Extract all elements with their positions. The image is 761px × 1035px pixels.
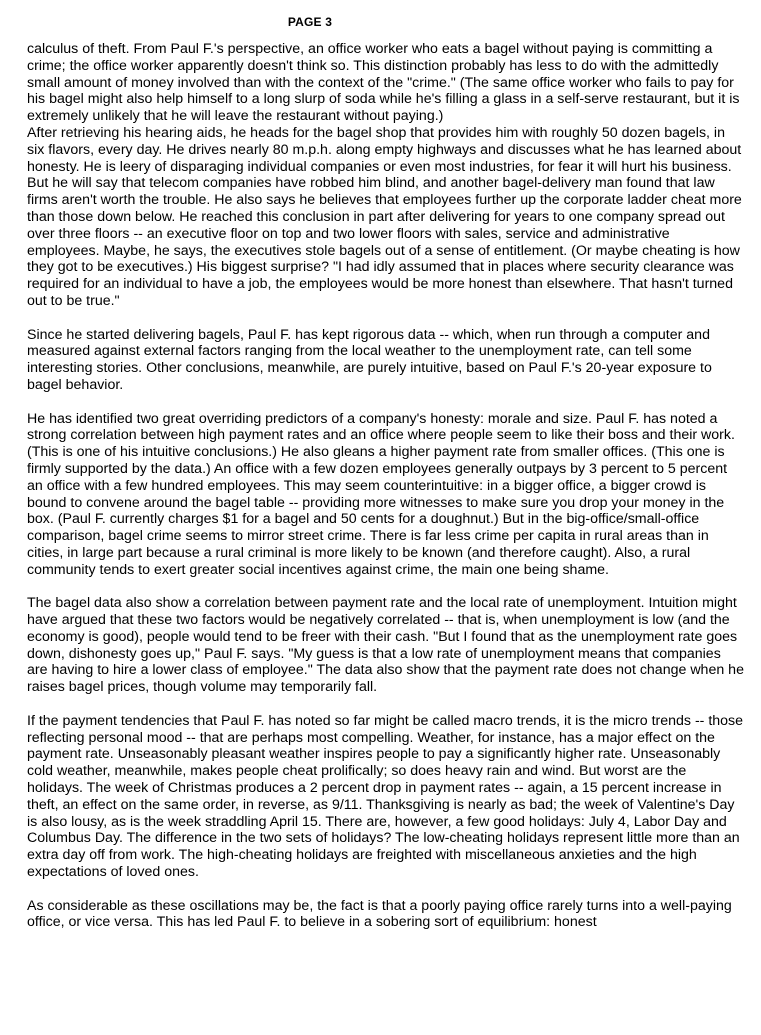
paragraph-equilibrium: As considerable as these oscillations may be, the fact is that a poorly paying office rarely turns into a well-paying office, or vice versa. This has led Paul F. to believe in a sobering sort of equilibrium: honest bbox=[27, 897, 732, 931]
paragraph-spacer bbox=[27, 394, 745, 411]
paragraph-spacer bbox=[27, 310, 745, 327]
paragraph-morale-and-size: He has identified two great overriding predictors of a company's honesty: morale and size. Paul F. has noted a strong correlation between high payment rates and an office where people seem to like their boss and their work. (This is one of his intuitive conclusions.) He also gleans a higher payment rate from smaller offices. (This one is firmly supported by the data.) An office with a few dozen employees generally outpays by 3 percent to 5 percent an office with a few hundred employees. This may seem counterintuitive: in a bigger office, a bigger crowd is bound to convene around the bagel table -- providing more witnesses to make sure you drop your money in the box. (Paul F. currently charges $1 for a bagel and 50 cents for a doughnut.) But in the big-office/small-office comparison, bagel crime seems to mirror street crime. There is far less crime per capita in rural areas than in cities, in large part because a rural criminal is more likely to be known (and therefore caught). Also, a rural community tends to exert greater social incentives against crime, the main one being shame. bbox=[27, 410, 735, 578]
paragraph-hearing-aids: After retrieving his hearing aids, he heads for the bagel shop that provides him with roughly 50 dozen bagels, in six flavors, every day. He drives nearly 80 m.p.h. along empty highways and discusses what he has learned about honesty. He is leery of disparaging individual companies or even most industries, for fear it will hurt his business. But he will say that telecom companies have robbed him blind, and another bagel-delivery man found that law firms aren't worth the trouble. He also says he believes that employees further up the corporate ladder cheat more than those down below. He reached this conclusion in part after delivering for years to one company spread out over three floors -- an executive floor on top and two lower floors with sales, service and administrative employees. Maybe, he says, the executives stole bagels out of a sense of entitlement. (Or maybe cheating is how they got to be executives.) His biggest surprise? "I had idly assumed that in places where security clearance was required for an individual to have a job, the employees would be more honest than elsewhere. That hasn't turned out to be true." bbox=[27, 124, 742, 309]
document-body bbox=[27, 41, 745, 931]
paragraph-spacer bbox=[27, 696, 745, 713]
paragraph-rigorous-data: Since he started delivering bagels, Paul F. has kept rigorous data -- which, when run through a computer and measured against external factors ranging from the local weather to the unemployment rate, can tell some interesting stories. Other conclusions, meanwhile, are purely intuitive, based on Paul F.'s 20-year exposure to bagel behavior. bbox=[27, 326, 712, 393]
paragraph-unemployment: The bagel data also show a correlation between payment rate and the local rate of unemployment. Intuition might have argued that these two factors would be negatively correlated -- that is, when unemployment is low (and the economy is good), people would tend to be freer with their cash. "But I found that as the unemployment rate goes down, dishonesty goes up," Paul F. says. "My guess is that a low rate of unemployment means that companies are having to hire a lower class of employee." The data also show that the payment rate does not change when he raises bagel prices, though volume may temporarily fall. bbox=[27, 595, 744, 696]
page-number-label: PAGE 3 bbox=[287, 15, 333, 29]
paragraph-spacer bbox=[27, 579, 745, 596]
paragraph-spacer bbox=[27, 881, 745, 898]
paragraph-micro-trends: If the payment tendencies that Paul F. has noted so far might be called macro trends, it is the micro trends -- those reflecting personal mood -- that are perhaps most compelling. Weather, for instance, has a major effect on the payment rate. Unseasonably pleasant weather inspires people to pay a significantly higher rate. Unseasonably cold weather, meanwhile, makes people cheat prolifically; so does heavy rain and wind. But worst are the holidays. The week of Christmas produces a 2 percent drop in payment rates -- again, a 15 percent increase in theft, an effect on the same order, in reverse, as 9/11. Thanksgiving is nearly as bad; the week of Valentine's Day is also lousy, as is the week straddling April 15. There are, however, a few good holidays: July 4, Labor Day and Columbus Day. The difference in the two sets of holidays? The low-cheating holidays represent little more than an extra day off from work. The high-cheating holidays are freighted with miscellaneous anxieties and the high expectations of loved ones. bbox=[27, 712, 744, 881]
paragraph-continuation: calculus of theft. From Paul F.'s perspective, an office worker who eats a bagel without paying is committing a crime; the office worker apparently doesn't think so. This distinction probably has less to do with the admittedly small amount of money involved than with the context of the "crime." (The same office worker who fails to pay for his bagel might also help himself to a long slurp of soda while he's filling a glass in a self-serve restaurant, but it is extremely unlikely that he will leave the restaurant without paying.) bbox=[27, 41, 740, 125]
